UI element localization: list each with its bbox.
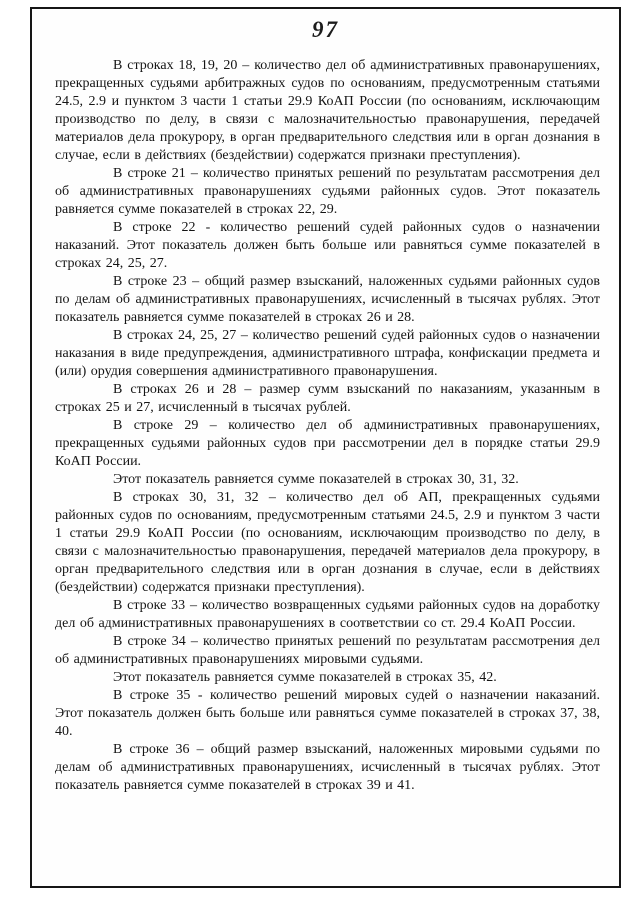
paragraph: В строке 35 - количество решений мировых судей о назначении наказаний. Этот показатель должен быть больше или равняться сумме показателей в строках 37, 38, 40. [55, 688, 600, 739]
paragraph: В строках 30, 31, 32 – количество дел об АП, прекращенных судьями районных судов по основаниям, предусмотренным статьями 24.5, 2.9 и пунктом 3 части 1 статьи 29.9 КоАП России (по основаниям, исключающим производство по делу, в связи с малозначительностью правонарушения, передачей материалов дела прокурору, в орган предварительного следствия или в орган дознания в случае, если в действиях (бездействии) содержатся признаки преступления). [55, 490, 600, 595]
paragraph: Этот показатель равняется сумме показателей в строках 35, 42. [113, 670, 497, 685]
paragraph: В строках 24, 25, 27 – количество решений судей районных судов о назначении наказания в виде предупреждения, административного штрафа, конфискации предмета и (или) орудия совершения административного правонарушения. [55, 328, 600, 379]
document-text-body [55, 57, 600, 795]
paragraph: В строке 33 – количество возвращенных судьями районных судов на доработку дел об административных правонарушениях в соответствии со ст. 29.4 КоАП России. [55, 598, 600, 631]
page-number: 97 [312, 17, 339, 42]
paragraph: В строке 22 - количество решений судей районных судов о назначении наказаний. Этот показатель должен быть больше или равняться сумме показателей в строках 24, 25, 27. [55, 220, 600, 271]
paragraph: В строке 23 – общий размер взысканий, наложенных судьями районных судов по делам об административных правонарушениях, исчисленный в тысячах рублях. Этот показатель равняется сумме показателей в строках 26 и 28. [55, 274, 600, 325]
paragraph: В строке 36 – общий размер взысканий, наложенных мировыми судьями по делам об административных правонарушениях, исчисленный в тысячах рублях. Этот показатель равняется сумме показателей в строках 39 и 41. [55, 742, 600, 793]
paragraph: В строке 34 – количество принятых решений по результатам рассмотрения дел об административных правонарушениях мировыми судьями. [55, 634, 600, 667]
paragraph: Этот показатель равняется сумме показателей в строках 30, 31, 32. [113, 472, 519, 487]
paragraph: В строке 21 – количество принятых решений по результатам рассмотрения дел об административных правонарушениях судьями районных судов. Этот показатель равняется сумме показателей в строках 22, 29. [55, 166, 600, 217]
page-border-frame [30, 7, 621, 888]
paragraph: В строках 26 и 28 – размер сумм взысканий по наказаниям, указанным в строках 25 и 27, исчисленный в тысячах рублей. [55, 382, 600, 415]
paragraph: В строках 18, 19, 20 – количество дел об административных правонарушениях, прекращенных судьями арбитражных судов по основаниям, предусмотренным статьями 24.5, 2.9 и пунктом 3 части 1 статьи 29.9 КоАП России (по основаниям, исключающим производство по делу, в связи с малозначительностью правонарушения, передачей материалов дела прокурору, в орган предварительного следствия или в орган дознания в случае, если в действиях (бездействии) содержатся признаки преступления). [55, 58, 600, 163]
paragraph: В строке 29 – количество дел об административных правонарушениях, прекращенных судьями районных судов при рассмотрении дел в порядке статьи 29.9 КоАП России. [55, 418, 600, 469]
